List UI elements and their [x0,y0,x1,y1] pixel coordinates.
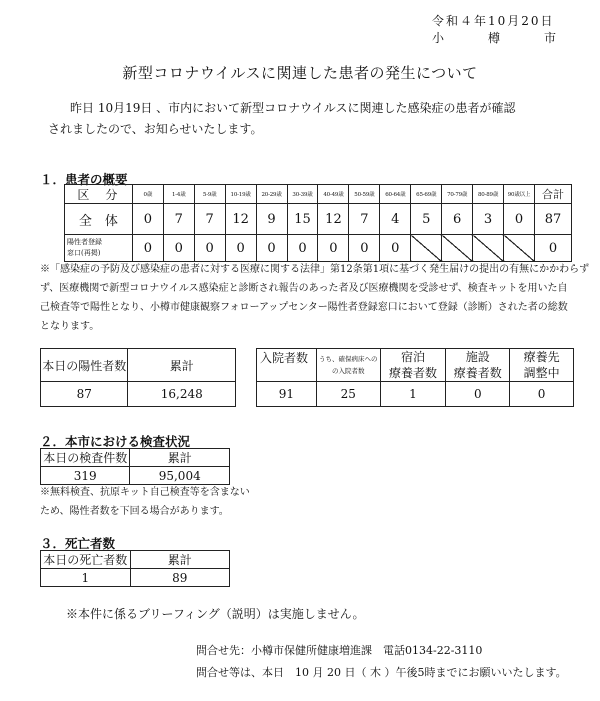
positives-today-header: 本日の陽性者数 [41,349,128,382]
table-cell: 0 [380,235,411,262]
table-cell: 7 [349,204,380,235]
age-group-header: 70-79歳 [442,185,473,204]
testing-total-value: 95,004 [130,467,230,485]
adjusting-value: 0 [510,382,574,407]
positives-total-value: 16,248 [128,382,236,407]
row-label-registration [65,235,133,262]
row-label-line: 窓口(再掲) [67,249,101,257]
table-cell: 3 [473,204,504,235]
table-cell: 5 [411,204,442,235]
intro-line: 昨日 10月19日 、市内において新型コロナウイルスに関連した感染症の患者が確認 [70,101,516,115]
header-line: 調整中 [523,366,560,380]
secured-bed-header [316,349,380,382]
contact-line: 問合せ等は、本日 10 月 20 日（ 木 ）午後5時までにお願いいたします。 [196,666,567,679]
note-line: ※「感染症の予防及び感染症の患者に対する医療に関する法律」第12条第1項に基づく発生届けの提出の有無にかかわらず [40,264,590,275]
positives-today-value: 87 [41,382,128,407]
table-cell-crossed [473,235,504,262]
table-cell-total: 87 [534,204,571,235]
adjusting-header [510,349,574,382]
patient-age-table [64,184,572,262]
deaths-today-value: 1 [41,569,131,587]
table-cell: 0 [132,235,163,262]
table-row [41,382,236,407]
table-cell: 9 [256,204,287,235]
age-group-header: 60-64歳 [380,185,411,204]
table-cell: 0 [318,235,349,262]
facility-header [446,349,510,382]
table-row [41,551,230,569]
table-cell: 12 [318,204,349,235]
note-line: 己検査等で陽性となり、小樽市健康観察フォローアップセンター陽性者登録窓口において登録（診断）された者の総数 [40,302,568,313]
table-cell-crossed [411,235,442,262]
table-cell: 12 [225,204,256,235]
age-group-header: 30-39歳 [287,185,318,204]
table-cell: 15 [287,204,318,235]
deaths-total-header: 累計 [130,551,229,569]
table-cell: 0 [194,235,225,262]
table-cell: 0 [504,204,535,235]
note-line: となります。 [40,321,100,332]
lodging-value: 1 [380,382,446,407]
table-row [41,449,230,467]
table-cell: 0 [256,235,287,262]
lodging-header [380,349,446,382]
table-row [65,235,572,262]
note-line: ※無料検査、抗原キット自己検査等を含まない [40,487,250,498]
testing-today-header: 本日の検査件数 [41,449,130,467]
table-row [257,382,574,407]
table-row [41,467,230,485]
issuer-city-char: 市 [543,31,556,45]
table-row [41,569,230,587]
note-line: ず、医療機関で新型コロナウイルス感染症と診断され報告のあった者及び医療機関を受診せず、検査キットを用いた自 [40,283,568,294]
header-line: うち、確保病床への [318,355,378,363]
age-group-header: 65-69歳 [411,185,442,204]
issuer-city-char: 樽 [487,31,500,45]
document-date: 令和４年10月20日 [432,14,555,28]
age-group-header: 50-59歳 [349,185,380,204]
table-cell: 7 [194,204,225,235]
table-cell: 0 [349,235,380,262]
page-title: 新型コロナウイルスに関連した患者の発生について [122,64,478,82]
table-cell: 6 [442,204,473,235]
table-cell: 4 [380,204,411,235]
positives-total-header: 累計 [128,349,236,382]
age-group-header: 20-29歳 [256,185,287,204]
testing-total-header: 累計 [130,449,230,467]
section-heading-testing: ２．本市における検査状況 [40,434,191,449]
issuer-city-char: 小 [432,31,445,45]
header-line: 施設 [465,350,490,364]
header-line: 療養先 [523,350,560,364]
age-group-header: 90歳以上 [504,185,535,204]
table-cell: 0 [225,235,256,262]
table-row [257,349,574,382]
total-header: 合計 [534,185,571,204]
section-heading-patients: １．患者の概要 [40,172,128,187]
table-row [65,185,572,204]
deaths-today-header: 本日の死亡者数 [41,551,131,569]
note-line: ため、陽性者数を下回る場合があります。 [40,506,229,517]
table-cell: 0 [132,204,163,235]
table-corner-label: 区 分 [65,185,133,204]
secured-bed-value: 25 [316,382,380,407]
table-cell: 0 [163,235,194,262]
positives-table [40,348,236,407]
table-cell-total: 0 [534,235,571,262]
intro-line: されましたので、お知らせいたします。 [48,122,263,136]
table-cell-crossed [504,235,535,262]
contact-info [196,640,596,684]
testing-note [40,483,340,521]
header-line: 宿泊 [400,350,425,364]
age-group-header: 10-19歳 [225,185,256,204]
facility-value: 0 [446,382,510,407]
table-cell: 0 [287,235,318,262]
contact-line: 問合せ先：小樽市保健所健康増進課 電話0134-22-3110 [196,644,483,657]
deaths-total-value: 89 [130,569,229,587]
hospitalized-header: 入院者数 [257,349,317,382]
table-cell-crossed [442,235,473,262]
age-group-header: 5-9歳 [194,185,225,204]
age-group-header: 0歳 [132,185,163,204]
table-row [65,204,572,235]
hospitalized-value: 91 [257,382,317,407]
issuer-city [432,29,556,46]
table-row [41,349,236,382]
testing-table [40,448,230,485]
briefing-notice: ※本件に係るブリーフィング（説明）は実施しません。 [66,607,365,621]
age-group-header: 1-4歳 [163,185,194,204]
deaths-table [40,550,230,587]
header-line: の入院者数 [331,367,365,375]
testing-today-value: 319 [41,467,130,485]
patient-definition-note [40,260,596,336]
row-label-line: 陽性者登録 [67,238,102,246]
table-cell: 7 [163,204,194,235]
inpatients-table [256,348,574,407]
row-label-all: 全 体 [65,204,133,235]
header-line: 療養者数 [388,366,437,380]
header-line: 療養者数 [453,366,502,380]
section-heading-deaths: ３．死亡者数 [40,536,116,551]
age-group-header: 80-89歳 [473,185,504,204]
age-group-header: 40-49歳 [318,185,349,204]
intro-paragraph [48,98,588,140]
